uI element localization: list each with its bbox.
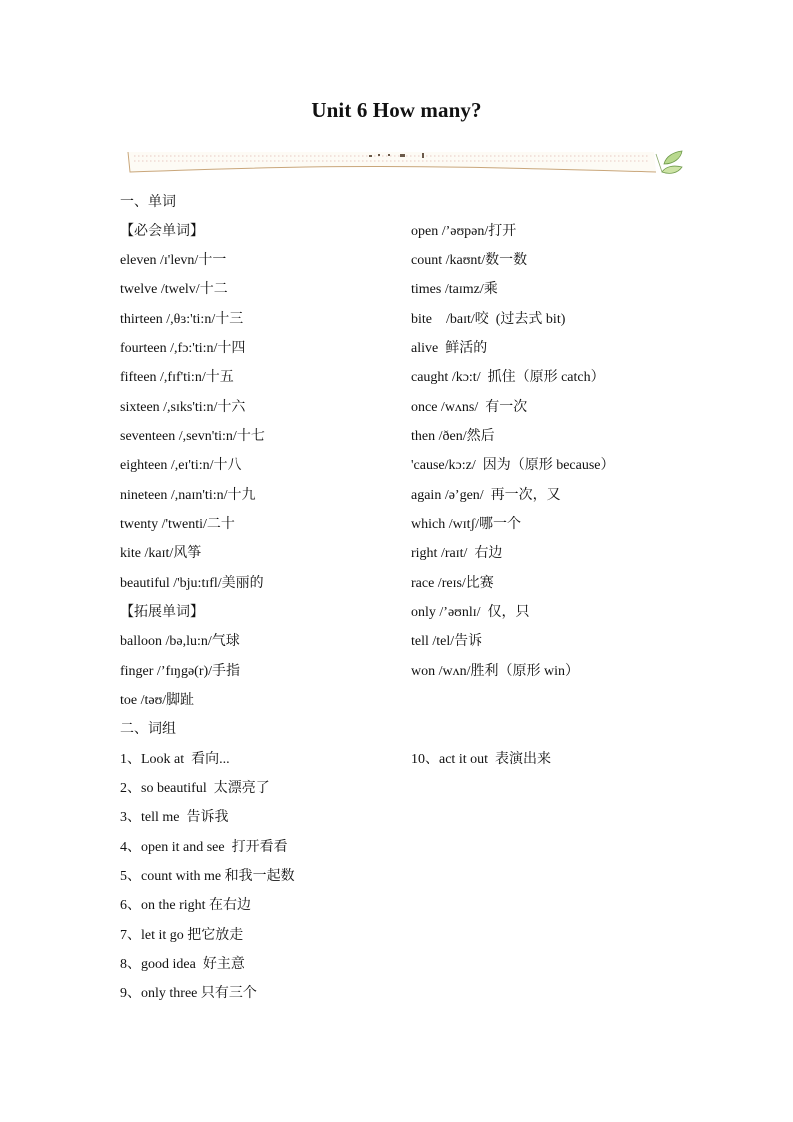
extended-words-label: 【拓展单词】 <box>120 605 204 620</box>
word-item: sixteen /,sɪks'ti:n/十六 <box>120 400 246 415</box>
word-item: fifteen /,fɪf'ti:n/十五 <box>120 370 234 385</box>
word-item: nineteen /,naɪn'ti:n/十九 <box>120 488 256 503</box>
word-item: won /wʌn/胜利（原形 win） <box>411 664 579 679</box>
word-item: beautiful /'bju:tɪfl/美丽的 <box>120 576 264 591</box>
word-item: fourteen /,fɔ:'ti:n/十四 <box>120 341 246 356</box>
phrase-item: 5、count with me 和我一起数 <box>120 869 295 884</box>
leaf-icon <box>656 151 682 173</box>
word-item: 'cause/kɔ:z/ 因为（原形 because） <box>411 458 615 473</box>
phrase-item: 1、Look at 看向... <box>120 752 230 767</box>
phrase-item: 6、on the right 在右边 <box>120 898 252 913</box>
word-item: balloon /bə,lu:n/气球 <box>120 634 240 649</box>
word-item: toe /təʊ/脚趾 <box>120 693 195 708</box>
word-item: thirteen /,θɜ:'ti:n/十三 <box>120 312 244 327</box>
word-item: eighteen /,eɪ'ti:n/十八 <box>120 458 242 473</box>
word-item: bite /baɪt/咬 (过去式 bit) <box>411 312 566 327</box>
word-item: open /’əʊpən/打开 <box>411 224 517 239</box>
phrase-item: 8、good idea 好主意 <box>120 957 245 972</box>
phrase-item: 2、so beautiful 太漂亮了 <box>120 781 270 796</box>
word-item: twelve /twelv/十二 <box>120 282 228 297</box>
required-words-label: 【必会单词】 <box>120 224 204 239</box>
word-item: times /taɪmz/乘 <box>411 282 498 297</box>
word-item: seventeen /,sevn'ti:n/十七 <box>120 429 265 444</box>
word-item: count /kaʊnt/数一数 <box>411 253 528 268</box>
word-item: once /wʌns/ 有一次 <box>411 400 528 415</box>
word-item: kite /kaɪt/风筝 <box>120 546 202 561</box>
phrase-item: 10、act it out 表演出来 <box>411 752 551 767</box>
word-item: race /reɪs/比赛 <box>411 576 494 591</box>
word-item: finger /’fɪŋgə(r)/手指 <box>120 664 241 679</box>
phrase-item: 4、open it and see 打开看看 <box>120 840 288 855</box>
word-item: alive 鲜活的 <box>411 341 488 356</box>
word-item: again /ə’gen/ 再一次，又 <box>411 488 561 503</box>
decorative-banner <box>126 150 686 178</box>
phrase-item: 7、let it go 把它放走 <box>120 928 244 943</box>
phrase-item: 3、tell me 告诉我 <box>120 810 229 825</box>
word-item: twenty /'twenti/二十 <box>120 517 235 532</box>
word-item: which /wɪtʃ/哪一个 <box>411 517 522 532</box>
section-heading-words: 一、单词 <box>120 195 176 210</box>
word-item: caught /kɔ:t/ 抓住（原形 catch） <box>411 370 605 385</box>
word-item: eleven /ɪ'levn/十一 <box>120 253 227 268</box>
banner-ribbon-icon <box>126 150 686 178</box>
word-item: tell /tel/告诉 <box>411 634 483 649</box>
page-title: Unit 6 How many? <box>311 98 482 122</box>
phrase-item: 9、only three 只有三个 <box>120 986 257 1001</box>
word-item: only /’əʊnlɪ/ 仅，只 <box>411 605 530 620</box>
section-heading-phrases: 二、词组 <box>120 722 176 737</box>
word-item: right /raɪt/ 右边 <box>411 546 503 561</box>
word-item: then /ðen/然后 <box>411 429 495 444</box>
